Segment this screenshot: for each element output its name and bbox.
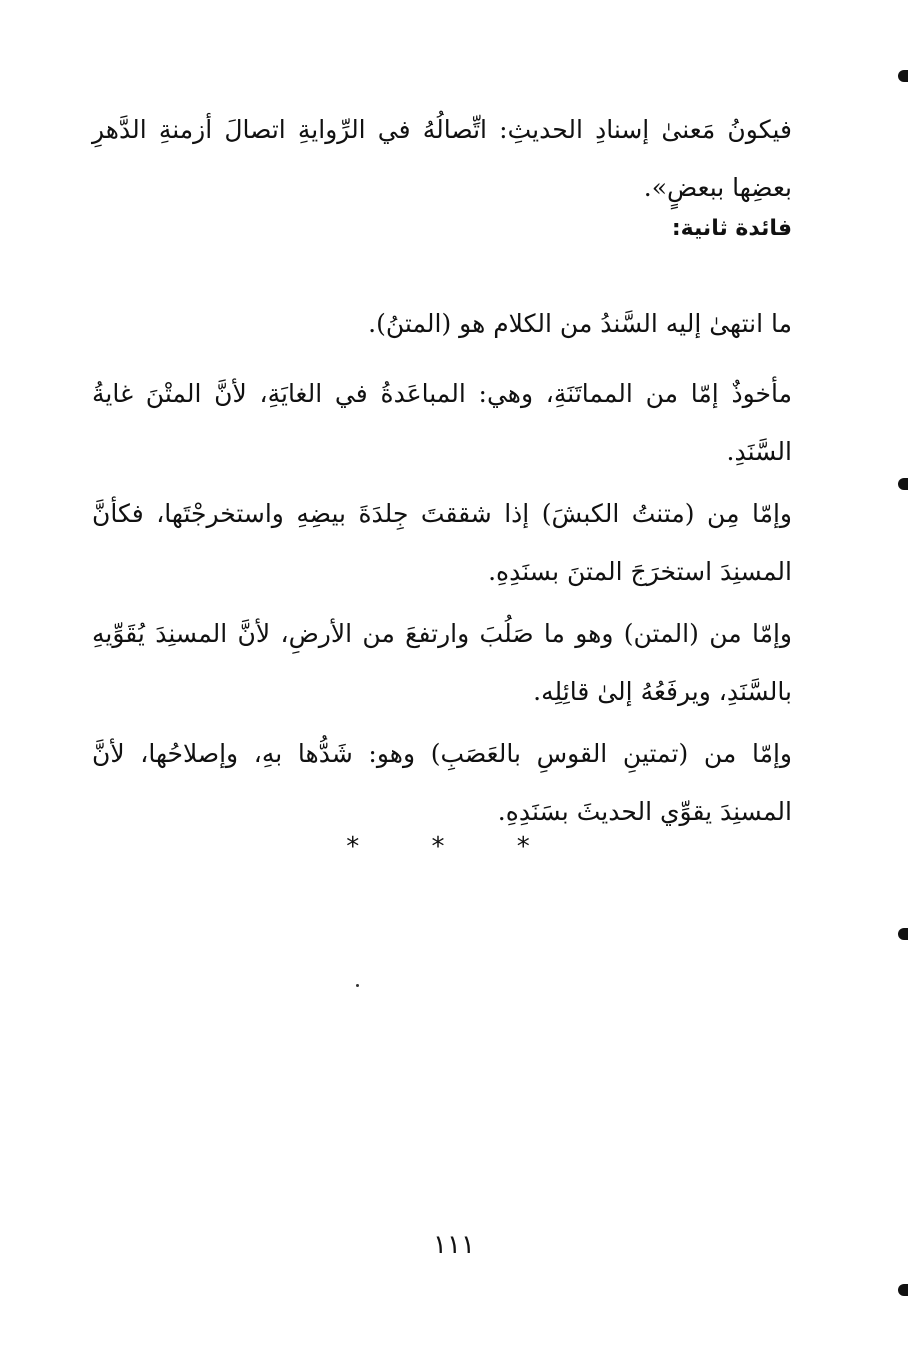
section-separator: * * * xyxy=(346,832,562,862)
page-edge-mark xyxy=(898,1284,908,1296)
paragraph-isnad-meaning: فيكونُ مَعنىٰ إسنادِ الحديثِ: اتِّصالُهُ في الرِّوايةِ اتصالَ أزمنةِ الدَّهرِ بعضِها ببعضٍ». xyxy=(92,115,792,202)
page-edge-mark xyxy=(898,928,908,940)
paragraph-tamtin-alqaws: وإمّا من (تمتينِ القوسِ بالعَصَبِ) وهو: شَدُّها بهِ، وإصلاحُها، لأنَّ المسنِدَ يقوِّي الحديثَ بسَنَدِهِ. xyxy=(92,739,793,826)
paragraph-matn-definition: ما انتهىٰ إليه السَّندُ من الكلام هو (المتنُ). xyxy=(368,309,792,338)
print-speck xyxy=(356,984,359,987)
page-number: ١١١ xyxy=(433,1230,475,1260)
paragraph-matantu-alkabsh: وإمّا مِن (متنتُ الكبشَ) إذا شققتَ جِلدَةَ بيضِهِ واستخرجْتَها، فكأنَّ المسنِدَ استخرَجَ المتنَ بسنَدِهِ. xyxy=(92,499,792,586)
paragraph-almatn-raised-ground: وإمّا من (المتن) وهو ما صَلُبَ وارتفعَ من الأرضِ، لأنَّ المسنِدَ يُقَوِّيهِ بالسَّنَدِ، ويرفَعُهُ إلىٰ قائِلِه. xyxy=(92,619,792,706)
page-edge-mark xyxy=(898,70,908,82)
section-heading: فائدة ثانية: xyxy=(671,216,792,241)
paragraph-mumatana: مأخوذٌ إمّا من المماتَنَةِ، وهي: المباعَدةُ في الغايَةِ، لأنَّ المتْنَ غايةُ السَّنَدِ. xyxy=(92,379,792,466)
page-edge-mark xyxy=(898,478,908,490)
